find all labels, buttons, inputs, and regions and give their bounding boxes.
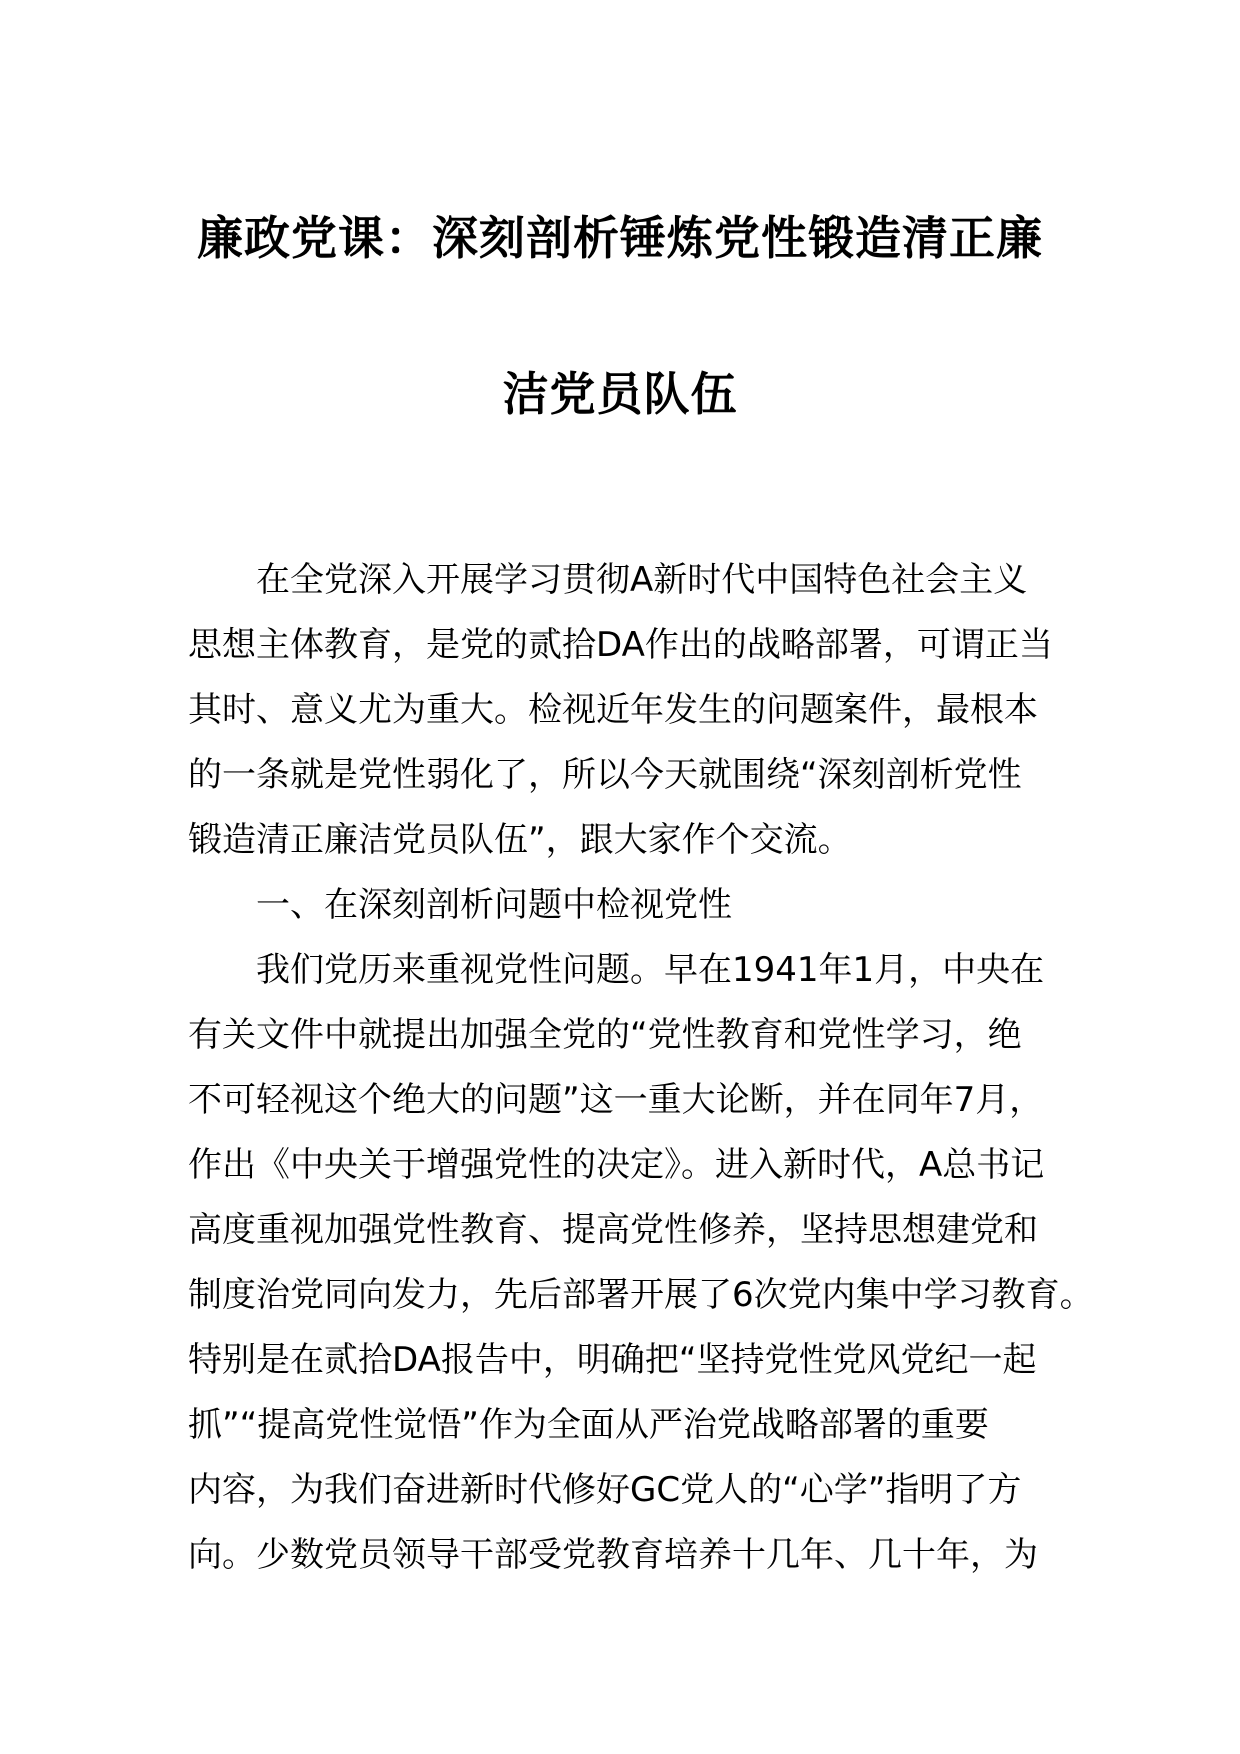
paragraph-line: 不可轻视这个绝大的问题”这一重大论断，并在同年7月， bbox=[188, 1080, 1044, 1120]
paragraph-line: 其时、意义尤为重大。检视近年发生的问题案件，最根本 bbox=[188, 690, 1038, 730]
paragraph-line: 有关文件中就提出加强全党的“党性教育和党性学习，绝 bbox=[188, 1015, 1022, 1055]
document-title-line-2: 洁党员队伍 bbox=[502, 367, 738, 421]
paragraph-line: 作出《中央关于增强党性的决定》。进入新时代，A总书记 bbox=[188, 1145, 1045, 1185]
paragraph-line: 特别是在贰拾DA报告中，明确把“坚持党性党风党纪一起 bbox=[188, 1340, 1037, 1380]
paragraph-line: 制度治党同向发力，先后部署开展了6次党内集中学习教育。 bbox=[188, 1275, 1094, 1315]
paragraph-line: 我们党历来重视党性问题。早在1941年1月，中央在 bbox=[256, 950, 1045, 990]
section-heading: 一、在深刻剖析问题中检视党性 bbox=[256, 885, 732, 925]
paragraph-line: 锻造清正廉洁党员队伍”，跟大家作个交流。 bbox=[188, 820, 852, 860]
document-body bbox=[188, 548, 1094, 1588]
paragraph-line: 的一条就是党性弱化了，所以今天就围绕“深刻剖析党性 bbox=[188, 755, 1022, 795]
paragraph-line: 抓”“提高党性觉悟”作为全面从严治党战略部署的重要 bbox=[188, 1405, 989, 1445]
paragraph-line: 思想主体教育，是党的贰拾DA作出的战略部署，可谓正当 bbox=[188, 625, 1053, 665]
paragraph-line: 高度重视加强党性教育、提高党性修养，坚持思想建党和 bbox=[188, 1210, 1038, 1250]
document-title-line-1: 廉政党课：深刻剖析锤炼党性锻造清正廉 bbox=[197, 211, 1043, 265]
paragraph-line: 在全党深入开展学习贯彻A新时代中国特色社会主义 bbox=[256, 560, 1028, 600]
paragraph-line: 内容，为我们奋进新时代修好GC党人的“心学”指明了方 bbox=[188, 1470, 1022, 1510]
paragraph-line: 向。少数党员领导干部受党教育培养十几年、几十年，为 bbox=[188, 1535, 1038, 1575]
